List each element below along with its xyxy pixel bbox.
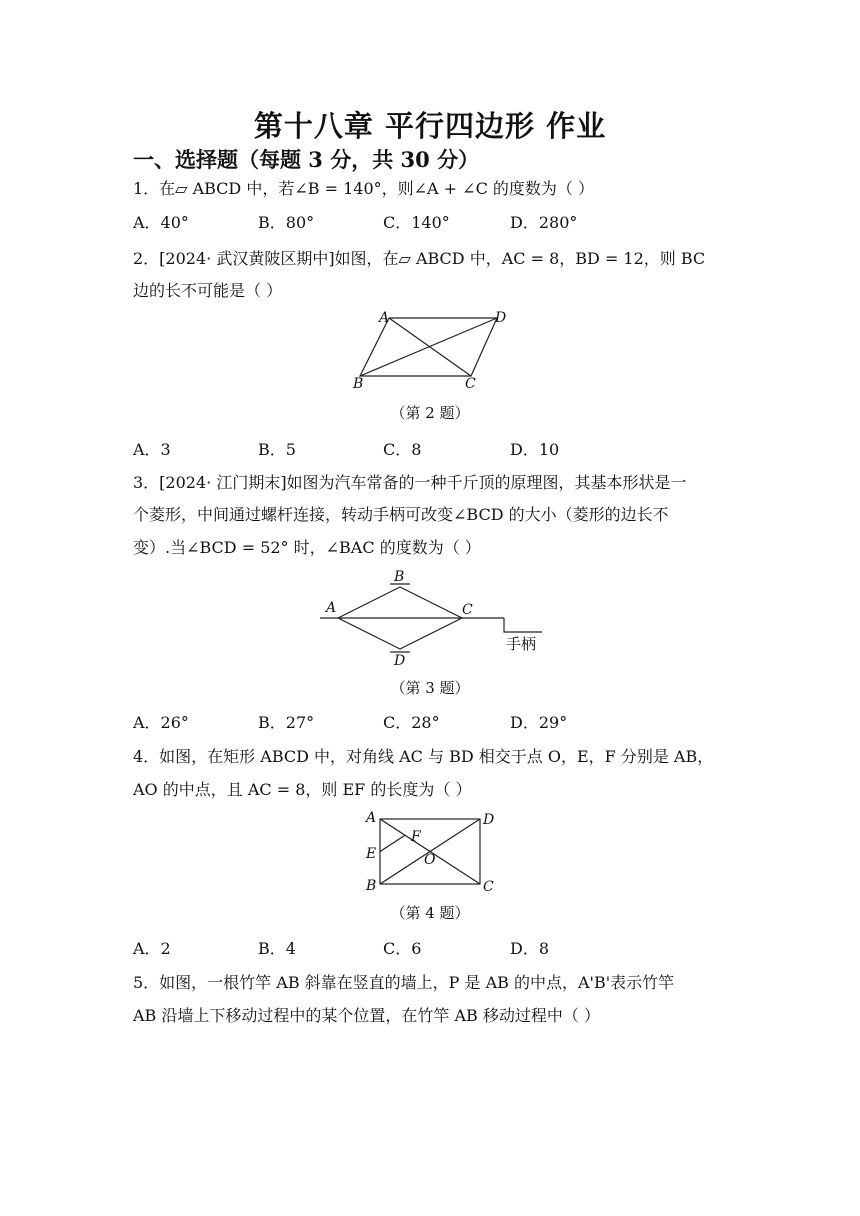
q1-line-1: 1．在▱ ABCD 中，若∠B = 140°，则∠A + ∠C 的度数为（ ） — [133, 179, 594, 198]
q4-label-a: A — [366, 810, 377, 826]
q4-label-c: C — [483, 879, 494, 895]
q3-label-a: A — [326, 600, 337, 616]
q3-option-d: D．29° — [510, 713, 568, 732]
q2-label-a: A — [379, 310, 390, 326]
q3-caption: （第 3 题） — [390, 679, 470, 697]
q4-label-e: E — [366, 846, 377, 862]
q3-line-2: 个菱形，中间通过螺杆连接，转动手柄可改变∠BCD 的大小（菱形的边长不 — [133, 505, 669, 524]
q2-option-a: A．3 — [133, 440, 171, 459]
q1-option-b: B．80° — [258, 213, 315, 232]
q2-parallelogram-figure — [345, 306, 515, 394]
q3-option-c: C．28° — [383, 713, 440, 732]
q2-option-b: B．5 — [258, 440, 296, 459]
page-title: 第十八章 平行四边形 作业 — [253, 109, 607, 143]
q2-label-b: B — [353, 376, 364, 392]
q4-option-b: B．4 — [258, 939, 296, 958]
q3-option-b: B．27° — [258, 713, 315, 732]
q2-line-2: 边的长不可能是（ ） — [133, 281, 283, 300]
q4-option-c: C．6 — [383, 939, 422, 958]
q2-label-c: C — [465, 376, 476, 392]
q3-line-3: 变）.当∠BCD = 52° 时，∠BAC 的度数为（ ） — [133, 538, 481, 557]
section-heading: 一、选择题（每题 3 分，共 30 分） — [133, 147, 480, 172]
q5-line-1: 5．如图，一根竹竿 AB 斜靠在竖直的墙上，P 是 AB 的中点，A'B'表示竹竿 — [133, 973, 675, 992]
q5-line-2: AB 沿墙上下移动过程中的某个位置，在竹竿 AB 移动过程中（ ） — [133, 1006, 600, 1025]
q4-label-b: B — [366, 878, 377, 894]
q3-line-1: 3．[2024· 江门期末]如图为汽车常备的一种千斤顶的原理图，其基本形状是一 — [133, 473, 687, 492]
q3-option-a: A．26° — [133, 713, 189, 732]
q4-option-a: A．2 — [133, 939, 171, 958]
q4-label-d: D — [483, 812, 495, 828]
q3-label-b: B — [394, 569, 405, 585]
q4-line-1: 4．如图，在矩形 ABCD 中，对角线 AC 与 BD 相交于点 O，E，F 分别是 AB， — [133, 747, 714, 766]
q4-line-2: AO 的中点，且 AC = 8，则 EF 的长度为（ ） — [133, 780, 472, 799]
q4-label-f: F — [411, 829, 421, 845]
q1-option-a: A．40° — [133, 213, 189, 232]
q2-option-d: D．10 — [510, 440, 560, 459]
q1-option-c: C．140° — [383, 213, 450, 232]
q1-option-d: D．280° — [510, 213, 578, 232]
q2-label-d: D — [495, 310, 507, 326]
q4-option-d: D．8 — [510, 939, 550, 958]
q4-label-o: O — [424, 852, 436, 868]
q3-label-c: C — [462, 602, 473, 618]
q2-caption: （第 2 题） — [390, 404, 470, 422]
q2-line-1: 2．[2024· 武汉黄陂区期中]如图，在▱ ABCD 中，AC = 8，BD = 12，则 BC — [133, 249, 706, 268]
q3-label-d: D — [394, 653, 406, 668]
q3-jack-figure — [318, 564, 548, 668]
q4-caption: （第 4 题） — [390, 904, 470, 922]
q3-label-handle: 手柄 — [506, 635, 537, 653]
q2-option-c: C．8 — [383, 440, 422, 459]
q4-rectangle-figure — [360, 806, 500, 896]
